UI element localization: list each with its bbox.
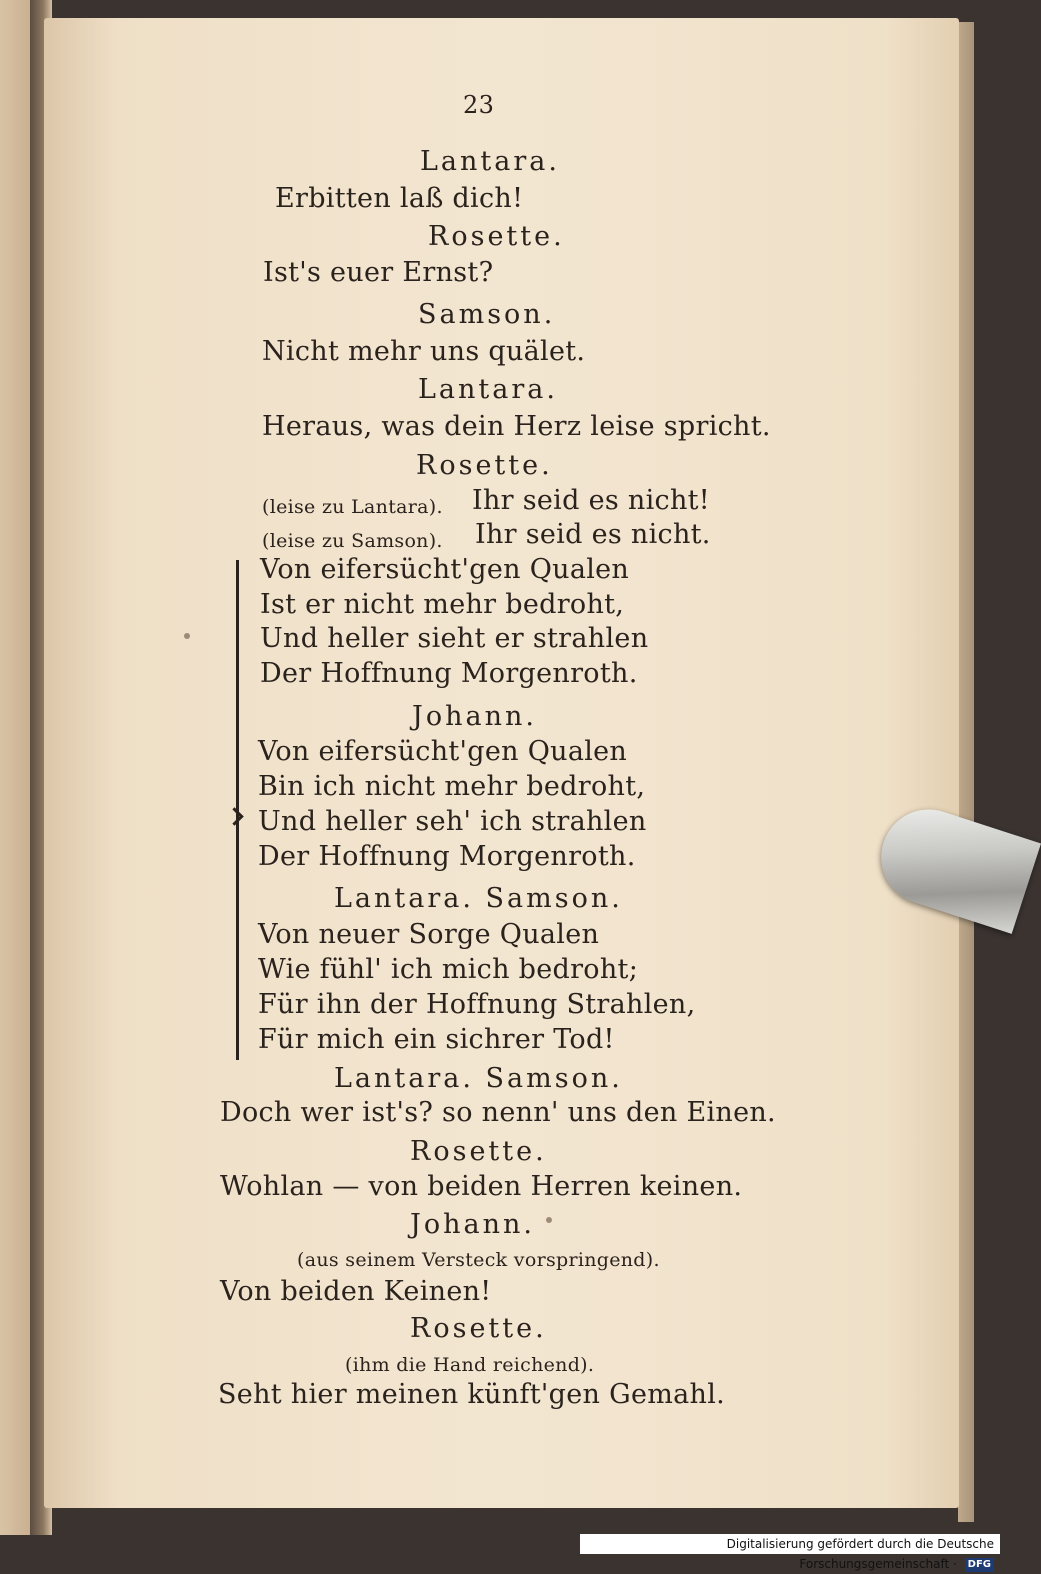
digitization-credit (580, 1534, 1000, 1571)
speaker-heading: Lantara. Samson. (334, 883, 623, 914)
verse-line: Von eifersücht'gen Qualen (258, 736, 628, 767)
speaker-heading: Lantara. Samson. (334, 1063, 623, 1094)
verse-line: Seht hier meinen künft'gen Gemahl. (218, 1379, 726, 1410)
verse-line: Von beiden Keinen! (220, 1276, 492, 1307)
verse-line: Und heller seh' ich strahlen (258, 806, 647, 837)
verse-line: Ist's euer Ernst? (263, 257, 494, 288)
stage-direction: (leise zu Lantara). (262, 496, 443, 518)
verse-line: Für ihn der Hoffnung Strahlen, (258, 989, 696, 1020)
verse-line: Ist er nicht mehr bedroht, (260, 589, 625, 620)
verse-line: Der Hoffnung Morgenroth. (260, 658, 638, 689)
paper-speck (546, 1217, 552, 1223)
speaker-heading: Rosette. (428, 221, 565, 252)
paper-speck (184, 633, 190, 639)
verse-line: Heraus, was dein Herz leise spricht. (262, 411, 771, 442)
page-number: 23 (463, 91, 495, 119)
verse-line: Von eifersücht'gen Qualen (260, 554, 630, 585)
speaker-heading: Lantara. (418, 374, 558, 405)
verse-line: Für mich ein sichrer Tod! (258, 1024, 615, 1055)
ensemble-brace (236, 560, 253, 1060)
stage-direction: (leise zu Samson). (262, 530, 443, 552)
speaker-heading: Lantara. (420, 146, 560, 177)
speaker-heading: Johann. (410, 1209, 535, 1240)
speaker-heading: Rosette. (410, 1136, 547, 1167)
verse-line: Wohlan — von beiden Herren keinen. (220, 1171, 743, 1202)
verse-line: Ihr seid es nicht. (475, 519, 711, 550)
speaker-heading: Rosette. (416, 450, 553, 481)
speaker-heading: Johann. (412, 701, 537, 732)
credit-text: Digitalisierung gefördert durch die Deutsche Forschungsgemeinschaft · (726, 1537, 994, 1571)
verse-line: Bin ich nicht mehr bedroht, (258, 771, 646, 802)
stage-direction: (aus seinem Versteck vorspringend). (297, 1249, 660, 1271)
verse-line: Doch wer ist's? so nenn' uns den Einen. (220, 1097, 776, 1128)
page-stack-edge (958, 22, 974, 1522)
verse-line: Erbitten laß dich! (275, 183, 524, 214)
verse-line: Und heller sieht er strahlen (260, 623, 649, 654)
stage-direction: (ihm die Hand reichend). (345, 1354, 595, 1376)
verse-line: Von neuer Sorge Qualen (258, 919, 600, 950)
verse-line: Der Hoffnung Morgenroth. (258, 841, 636, 872)
facing-page-edge (0, 0, 32, 1535)
speaker-heading: Rosette. (410, 1313, 547, 1344)
speaker-heading: Samson. (418, 299, 556, 330)
verse-line: Wie fühl' ich mich bedroht; (258, 954, 639, 985)
dfg-logo: DFG (965, 1558, 994, 1572)
verse-line: Ihr seid es nicht! (472, 485, 710, 516)
verse-line: Nicht mehr uns quälet. (262, 336, 586, 367)
